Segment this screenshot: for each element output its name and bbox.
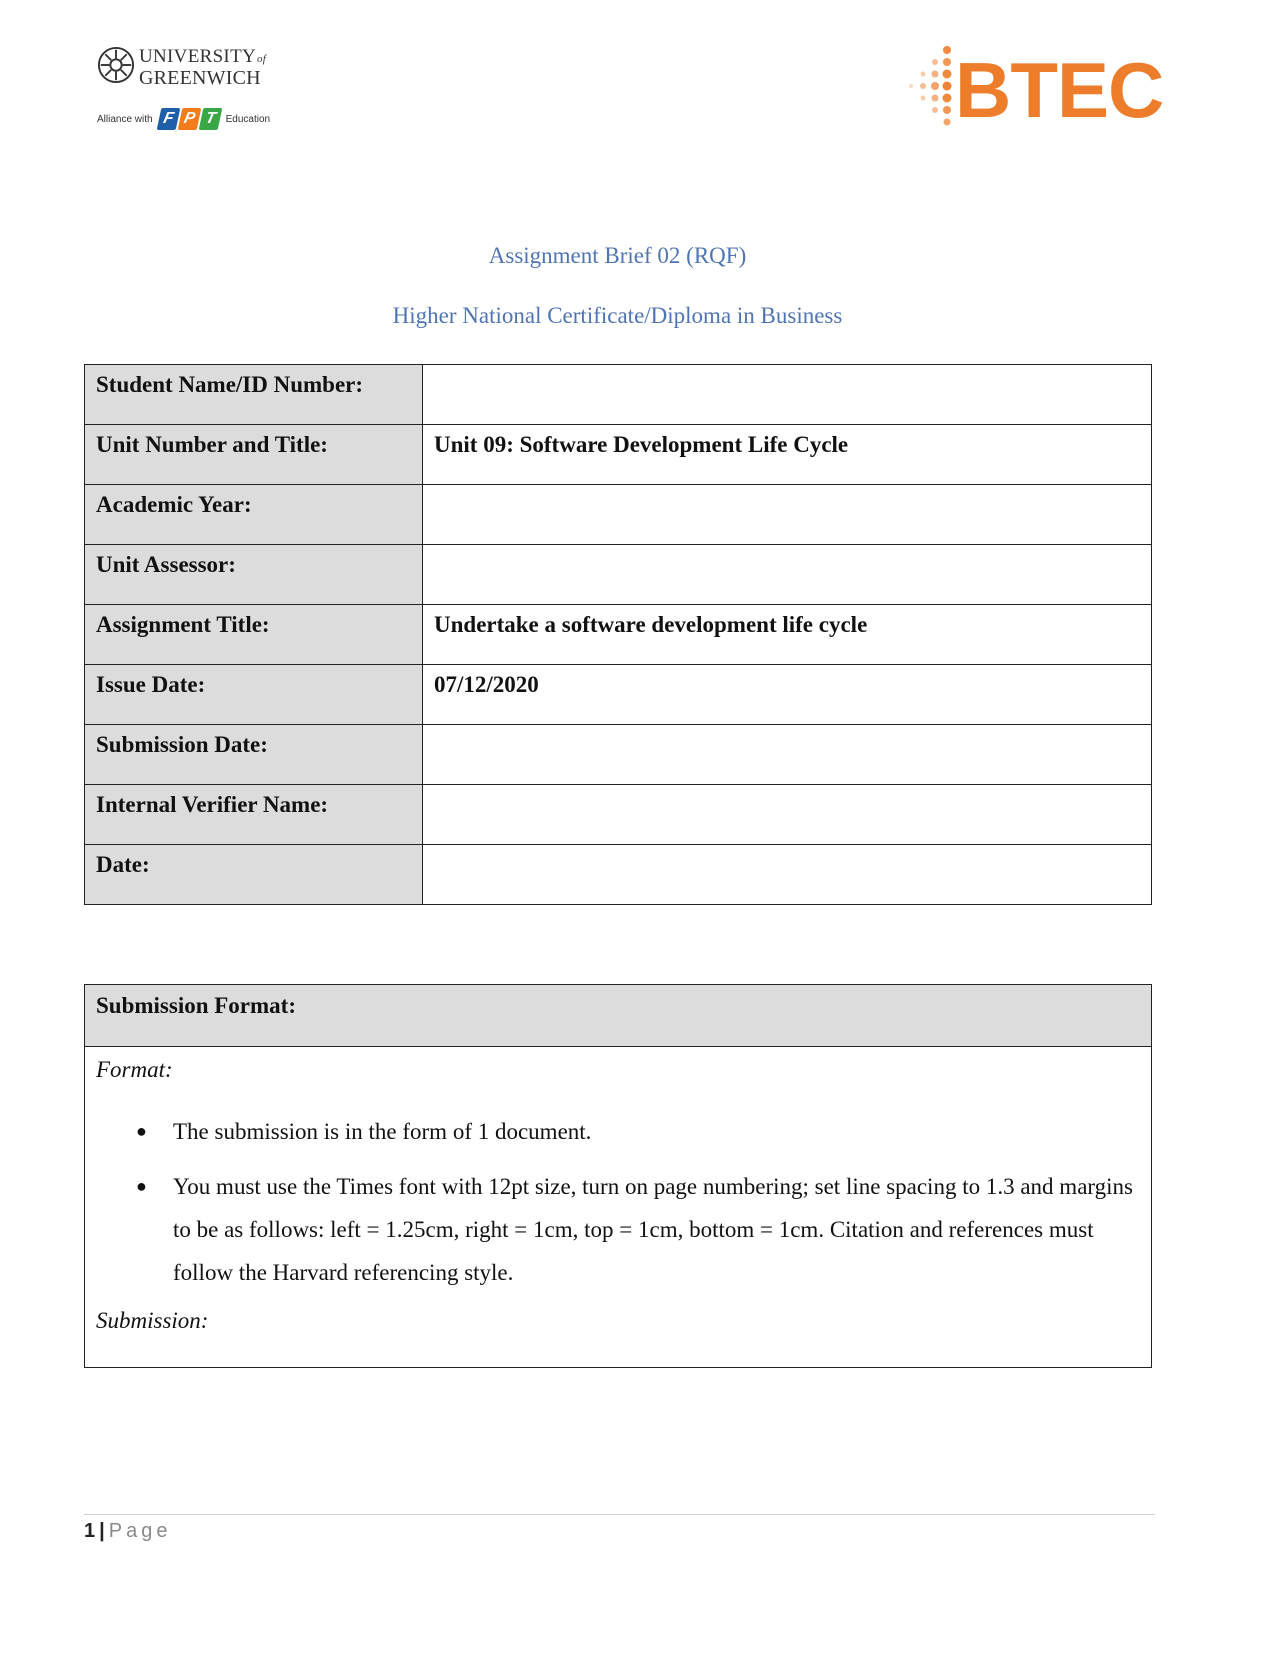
university-name bbox=[139, 47, 266, 88]
assignment-brief-title: Assignment Brief 02 (RQF) bbox=[488, 243, 747, 268]
submission-format-box bbox=[84, 984, 1152, 1368]
assignment-title-value: Undertake a software development life cycle bbox=[423, 605, 1152, 665]
btec-wordmark: BTEC bbox=[955, 46, 1164, 134]
unit-title-value: Unit 09: Software Development Life Cycle bbox=[423, 425, 1152, 485]
unit-assessor-value bbox=[423, 545, 1152, 605]
submission-format-body bbox=[85, 1047, 1151, 1367]
submission-label: Submission: bbox=[96, 1308, 209, 1333]
fpt-alliance bbox=[97, 106, 270, 132]
fpt-letter-f: F bbox=[156, 108, 180, 130]
table-row bbox=[85, 605, 1152, 665]
list-item bbox=[96, 1110, 1140, 1153]
unit-title-label: Unit Number and Title: bbox=[85, 425, 423, 485]
university-crest-icon bbox=[97, 46, 135, 84]
format-bullet-text: The submission is in the form of 1 document. bbox=[173, 1119, 592, 1144]
footer-divider bbox=[84, 1514, 1155, 1515]
academic-year-label: Academic Year: bbox=[85, 485, 423, 545]
table-row bbox=[85, 665, 1152, 725]
table-row bbox=[85, 725, 1152, 785]
footer-separator: | bbox=[99, 1520, 105, 1542]
issue-date-label: Issue Date: bbox=[85, 665, 423, 725]
university-name-line2: GREENWICH bbox=[139, 67, 261, 89]
fpt-letter-t: T bbox=[198, 108, 222, 130]
table-row bbox=[85, 365, 1152, 425]
internal-verifier-value bbox=[423, 785, 1152, 845]
fpt-logo bbox=[159, 108, 220, 130]
table-row bbox=[85, 485, 1152, 545]
university-name-line1: UNIVERSITY bbox=[139, 46, 256, 67]
unit-assessor-label: Unit Assessor: bbox=[85, 545, 423, 605]
table-row bbox=[85, 425, 1152, 485]
table-row bbox=[85, 845, 1152, 905]
table-row bbox=[85, 545, 1152, 605]
assignment-title-label: Assignment Title: bbox=[85, 605, 423, 665]
btec-logo bbox=[905, 44, 1164, 134]
alliance-prefix: Alliance with bbox=[97, 113, 153, 125]
submission-date-label: Submission Date: bbox=[85, 725, 423, 785]
date-label: Date: bbox=[85, 845, 423, 905]
assignment-info-table bbox=[84, 364, 1152, 905]
page-number: 1 bbox=[84, 1520, 96, 1542]
format-bullet-text: You must use the Times font with 12pt size, turn on page numbering; set line spacing to 1.3 and margins to be as follows: left = 1.25cm, right = 1cm, top = 1cm, bottom = 1cm. Citation and references must follow the Harvard referencing style. bbox=[173, 1174, 1133, 1285]
alliance-suffix: Education bbox=[225, 113, 271, 125]
program-title: Higher National Certificate/Diploma in Business bbox=[392, 303, 843, 328]
bullet-icon: ● bbox=[136, 1176, 147, 1196]
student-name-label: Student Name/ID Number: bbox=[85, 365, 423, 425]
date-value bbox=[423, 845, 1152, 905]
student-name-value bbox=[423, 365, 1152, 425]
bullet-icon: ● bbox=[136, 1121, 147, 1141]
university-name-of: of bbox=[257, 53, 267, 65]
fpt-letter-p: P bbox=[177, 108, 201, 130]
academic-year-value bbox=[423, 485, 1152, 545]
submission-format-heading: Submission Format: bbox=[85, 985, 1151, 1047]
table-row bbox=[85, 785, 1152, 845]
internal-verifier-label: Internal Verifier Name: bbox=[85, 785, 423, 845]
format-bullet-list bbox=[96, 1110, 1140, 1294]
submission-date-value bbox=[423, 725, 1152, 785]
list-item bbox=[96, 1165, 1140, 1294]
page-footer bbox=[84, 1520, 171, 1543]
format-label: Format: bbox=[96, 1057, 173, 1082]
page-word: Page bbox=[108, 1520, 172, 1542]
issue-date-value: 07/12/2020 bbox=[423, 665, 1152, 725]
university-of-greenwich-logo bbox=[97, 46, 272, 130]
